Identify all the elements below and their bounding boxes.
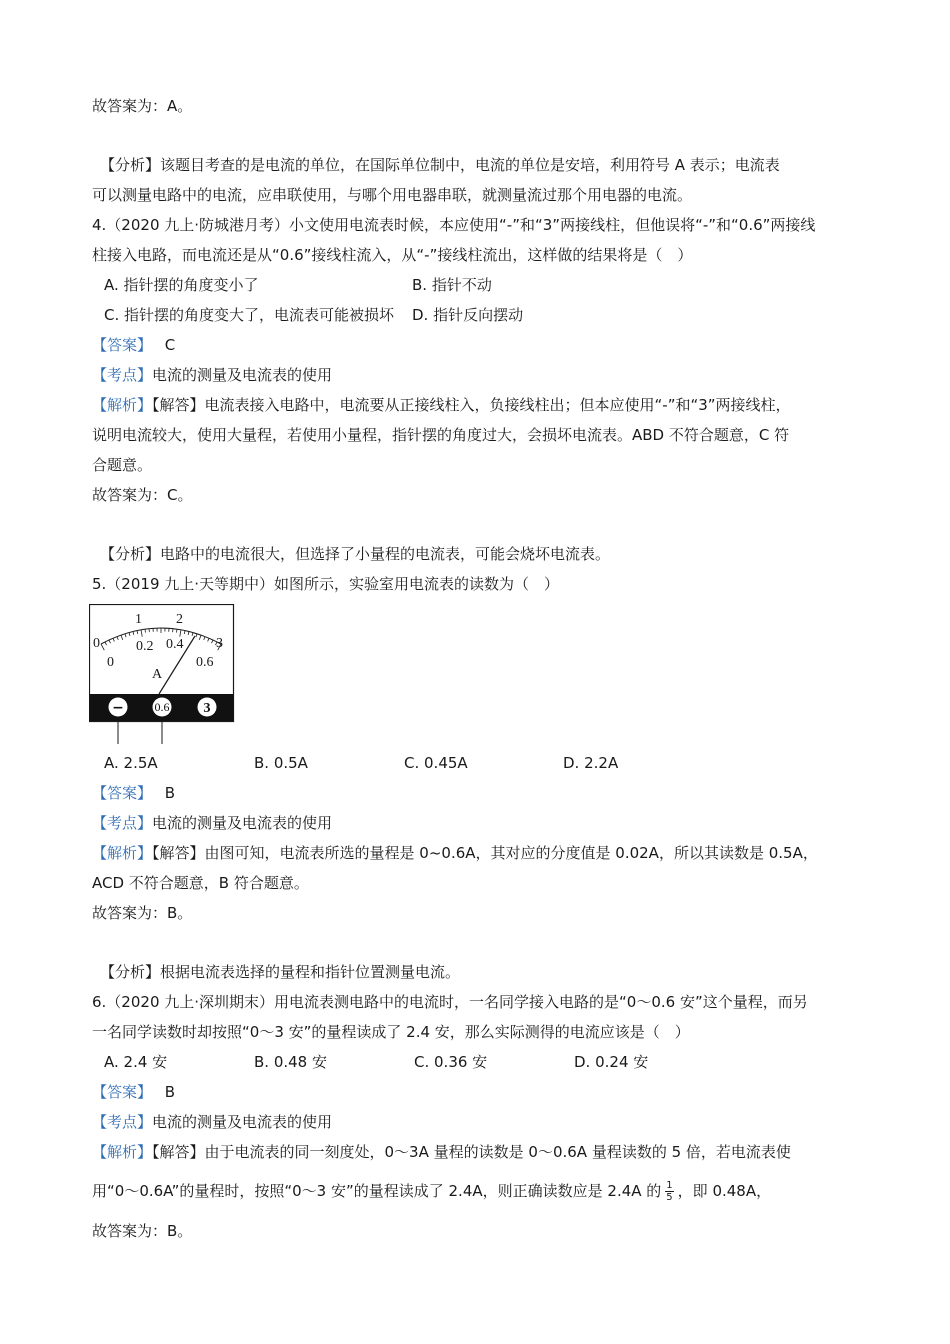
q4-option-c[interactable]: C. 指针摆的角度变大了，电流表可能被损坏: [104, 306, 395, 324]
q4-analysis: 【分析】电路中的电流很大，但选择了小量程的电流表，可能会烧坏电流表。: [100, 545, 611, 563]
upper-tick-1: 1: [135, 612, 142, 627]
q6-answer-row: [92, 1081, 175, 1103]
q4-answer-value: C: [164, 336, 176, 354]
answer-label: 【答案】: [92, 336, 153, 354]
q6-explain-text2a: 用“0～0.6A”的量程时，按照“0～3 安”的量程读成了 2.4A，则正确读数应是 2.4A 的: [92, 1182, 662, 1200]
q6-explain-text1: 【解答】由于电流表的同一刻度处，0～3A 量程的读数是 0～0.6A 量程读数的 5 倍，若电流表使: [152, 1143, 791, 1161]
fraction-denominator: 5: [666, 1192, 673, 1203]
q5-answer-value: B: [164, 784, 176, 802]
q6-explain-line2: [92, 1180, 771, 1203]
analysis-label: 【解析】: [92, 396, 153, 414]
upper-tick-0: 0: [93, 636, 100, 651]
q4-point-row: [92, 364, 332, 386]
q5-explain-line1: [92, 842, 818, 864]
answer-label: 【答案】: [92, 784, 153, 802]
q4-option-b[interactable]: B. 指针不动: [412, 276, 492, 294]
q6-stem-line2: 一名同学读数时却按照“0～3 安”的量程读成了 2.4 安，那么实际测得的电流应该是（ ）: [92, 1023, 690, 1041]
q4-conclusion: 故答案为：C。: [92, 486, 193, 504]
q6-point-row: [92, 1111, 332, 1133]
q3-analysis-line2: 可以测量电路中的电流，应串联使用，与哪个用电器串联，就测量流过那个用电器的电流。: [92, 186, 693, 204]
q6-option-a[interactable]: A. 2.4 安: [104, 1053, 168, 1071]
q5-option-a[interactable]: A. 2.5A: [104, 754, 158, 772]
q5-analysis: 【分析】根据电流表选择的量程和指针位置测量电流。: [100, 963, 461, 981]
q5-answer-row: [92, 782, 175, 804]
q5-option-d[interactable]: D. 2.2A: [563, 754, 619, 772]
q5-option-b[interactable]: B. 0.5A: [254, 754, 308, 772]
q6-option-b[interactable]: B. 0.48 安: [254, 1053, 327, 1071]
q5-conclusion: 故答案为：B。: [92, 904, 193, 922]
upper-tick-2: 2: [176, 612, 183, 627]
q6-conclusion: 故答案为：B。: [92, 1222, 193, 1240]
point-label: 【考点】: [92, 814, 153, 832]
q4-explain-line1: [92, 394, 791, 416]
point-label: 【考点】: [92, 1113, 153, 1131]
terminal-3-label: 3: [203, 701, 211, 716]
lower-tick-0-2: 0.2: [136, 639, 154, 654]
q4-explain-text1: 【解答】电流表接入电路中，电流要从正接线柱入，负接线柱出；但本应使用“-”和“3”两接线柱，: [152, 396, 791, 414]
q6-point-value: 电流的测量及电流表的使用: [152, 1113, 333, 1131]
q3-analysis-line1: 【分析】该题目考查的是电流的单位，在国际单位制中，电流的单位是安培，利用符号 A 表示；电流表: [100, 156, 780, 174]
q4-explain-line3: 合题意。: [92, 456, 153, 474]
q6-option-d[interactable]: D. 0.24 安: [574, 1053, 649, 1071]
fraction-numerator: 1: [666, 1180, 673, 1191]
q5-explain-text1: 【解答】由图可知，电流表所选的量程是 0~0.6A，其对应的分度值是 0.02A，所以其读数是 0.5A，: [152, 844, 818, 862]
lower-tick-0-4: 0.4: [166, 637, 184, 652]
q5-option-c[interactable]: C. 0.45A: [404, 754, 468, 772]
q4-option-d[interactable]: D. 指针反向摆动: [412, 306, 524, 324]
ammeter-figure: [89, 604, 237, 746]
answer-label: 【答案】: [92, 1083, 153, 1101]
point-label: 【考点】: [92, 366, 153, 384]
prev-conclusion: 故答案为：A。: [92, 97, 193, 115]
fraction-one-fifth: [665, 1180, 673, 1203]
q6-option-c[interactable]: C. 0.36 安: [414, 1053, 488, 1071]
q5-point-value: 电流的测量及电流表的使用: [152, 814, 333, 832]
q6-stem-line1: 6.（2020 九上·深圳期末）用电流表测电路中的电流时，一名同学接入电路的是“0～0.6 安”这个量程，而另: [92, 993, 808, 1011]
upper-tick-3: 3: [216, 636, 223, 651]
q4-point-value: 电流的测量及电流表的使用: [152, 366, 333, 384]
terminal-0-6-label: 0.6: [154, 700, 170, 714]
terminal-negative-label: −: [112, 700, 124, 716]
meter-unit-label: A: [152, 667, 163, 682]
analysis-label: 【解析】: [92, 844, 153, 862]
q5-stem: 5.（2019 九上·天等期中）如图所示，实验室用电流表的读数为（ ）: [92, 575, 560, 593]
q5-explain-line2: ACD 不符合题意，B 符合题意。: [92, 874, 309, 892]
lower-tick-0-6: 0.6: [196, 655, 214, 670]
q6-answer-value: B: [164, 1083, 176, 1101]
q6-explain-line1: [92, 1141, 791, 1163]
lower-tick-0: 0: [107, 655, 114, 670]
q5-point-row: [92, 812, 332, 834]
q4-option-a[interactable]: A. 指针摆的角度变小了: [104, 276, 259, 294]
q4-answer-row: [92, 334, 175, 356]
q6-explain-text2b: ，即 0.48A，: [677, 1182, 772, 1200]
analysis-label: 【解析】: [92, 1143, 153, 1161]
q4-explain-line2: 说明电流较大，使用大量程，若使用小量程，指针摆的角度过大，会损坏电流表。ABD 不符合题意，C 符: [92, 426, 790, 444]
q4-stem-line2: 柱接入电路，而电流还是从“0.6”接线柱流入，从“-”接线柱流出，这样做的结果将是（ ）: [92, 246, 693, 264]
q4-stem-line1: 4.（2020 九上·防城港月考）小文使用电流表时候，本应使用“-”和“3”两接线柱，但他误将“-”和“0.6”两接线: [92, 216, 816, 234]
